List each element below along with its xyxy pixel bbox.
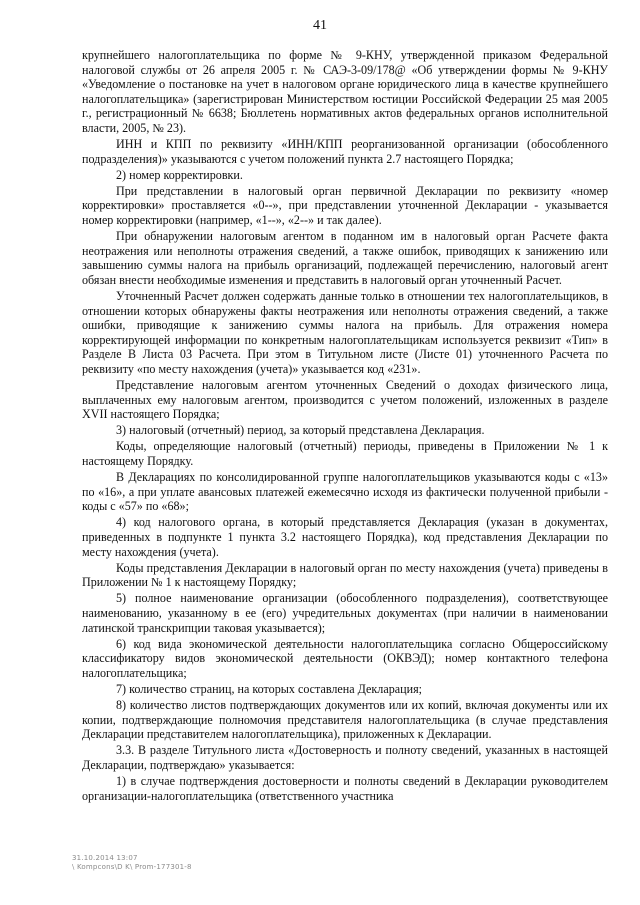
footer-file-path: \ Kompcons\D K\ Prom-177301-8 [72,863,192,871]
paragraph-3: 2) номер корректировки. [116,167,243,182]
paragraph-2: ИНН и КПП по реквизиту «ИНН/КПП реорганизованной организации (обособленного подразделения)» указываются с учетом положений пункта 2.7 настоящего Порядка; [82,137,608,166]
paragraph-7: Представление налоговым агентом уточненных Сведений о доходах физического лица, выплаченных ему налоговым агентом, производится с учетом положений, изложенных в разделе XVII настоящего Порядка; [82,378,608,422]
paragraph-14: 6) код вида экономической деятельности налогоплательщика согласно Общероссийскому классификатору видов экономической деятельности (ОКВЭД); номер контактного телефона налогоплательщика; [82,636,608,680]
paragraph-18: 1) в случае подтверждения достоверности и полноты сведений в Декларации руководителем организации-налогоплательщика (ответственного участника [82,774,608,803]
paragraph-10: В Декларациях по консолидированной группе налогоплательщиков указываются коды с «13» по «16», а при уплате авансовых платежей ежемесячно исходя из фактически полученной прибыли - коды с «57» по «68»; [82,470,608,514]
paragraph-13: 5) полное наименование организации (обособленного подразделения), соответствующее наименованию, указанному в ее (его) учредительных документах (при наличии в наименовании латинской транскрипции таковая указывается); [82,591,608,635]
footer-timestamp: 31.10.2014 13:07 [72,854,138,862]
paragraph-12: Коды представления Декларации в налоговый орган по месту нахождения (учета) приведены в Приложении № 1 к настоящему Порядку; [82,560,608,590]
paragraph-5: При обнаружении налоговым агентом в поданном им в налоговый орган Расчете факта неотражения или неполноты отражения сведений, а также ошибок, приводящих к занижению или завышению суммы налога на прибыль организаций, подлежащей перечислению, налоговый агент обязан внести необходимые изменения и представить в налоговый орган уточненный Расчет. [82,229,608,287]
print-footer [72,854,192,872]
paragraph-1: крупнейшего налогоплательщика по форме № 9-КНУ, утвержденной приказом Федеральной налоговой службы от 26 апреля 2005 г. № САЭ-3-09/178@ «Об утверждении формы № 9-КНУ «Уведомление о постановке на учет в налоговом органе юридического лица в качестве крупнейшего налогоплательщика» (зарегистрирован Министерством юстиции Российской Федерации 25 мая 2005 г., регистрационный № 6638; Бюллетень нормативных актов федеральных органов исполнительной власти, 2005, № 23). [82,48,608,135]
paragraph-6: Уточненный Расчет должен содержать данные только в отношении тех налогоплательщиков, в отношении которых обнаружены факты неотражения или неполноты отражения сведений, а также ошибки, приводящие к занижению суммы налога на прибыль. Для отражения номера корректирующей информации по конкретным налогоплательщикам используется реквизит «Тип» в Разделе В Листа 03 Расчета. При этом в Титульном листе (Листе 01) уточненного Расчета по реквизиту «по месту нахождения (учета)» указывается код «231». [82,289,608,376]
paragraph-9: Коды, определяющие налоговый (отчетный) периоды, приведены в Приложении № 1 к настоящему Порядку. [82,439,608,469]
document-body [82,48,608,805]
page-number: 41 [313,18,327,33]
paragraph-17: 3.3. В разделе Титульного листа «Достоверность и полноту сведений, указанных в настоящей Декларации, подтверждаю» указывается: [82,743,608,772]
paragraph-4: При представлении в налоговый орган первичной Декларации по реквизиту «номер корректировки» проставляется «0--», при представлении уточненной Декларации - указывается номер корректировки (например, «1--», «2--» и так далее). [82,183,608,228]
paragraph-15: 7) количество страниц, на которых составлена Декларация; [116,681,422,696]
paragraph-8: 3) налоговый (отчетный) период, за который представлена Декларация. [116,423,485,438]
paragraph-16: 8) количество листов подтверждающих документов или их копий, включая документы или их копии, подтверждающие полномочия представителя налогоплательщика (в случае представления Декларации представителем налогоплательщика), приложенных к Декларации. [82,698,608,742]
paragraph-11: 4) код налогового органа, в который представляется Декларация (указан в документах, приведенных в подпункте 1 пункта 3.2 настоящего Порядка), код представления Декларации по месту нахождения (учета). [82,515,608,559]
